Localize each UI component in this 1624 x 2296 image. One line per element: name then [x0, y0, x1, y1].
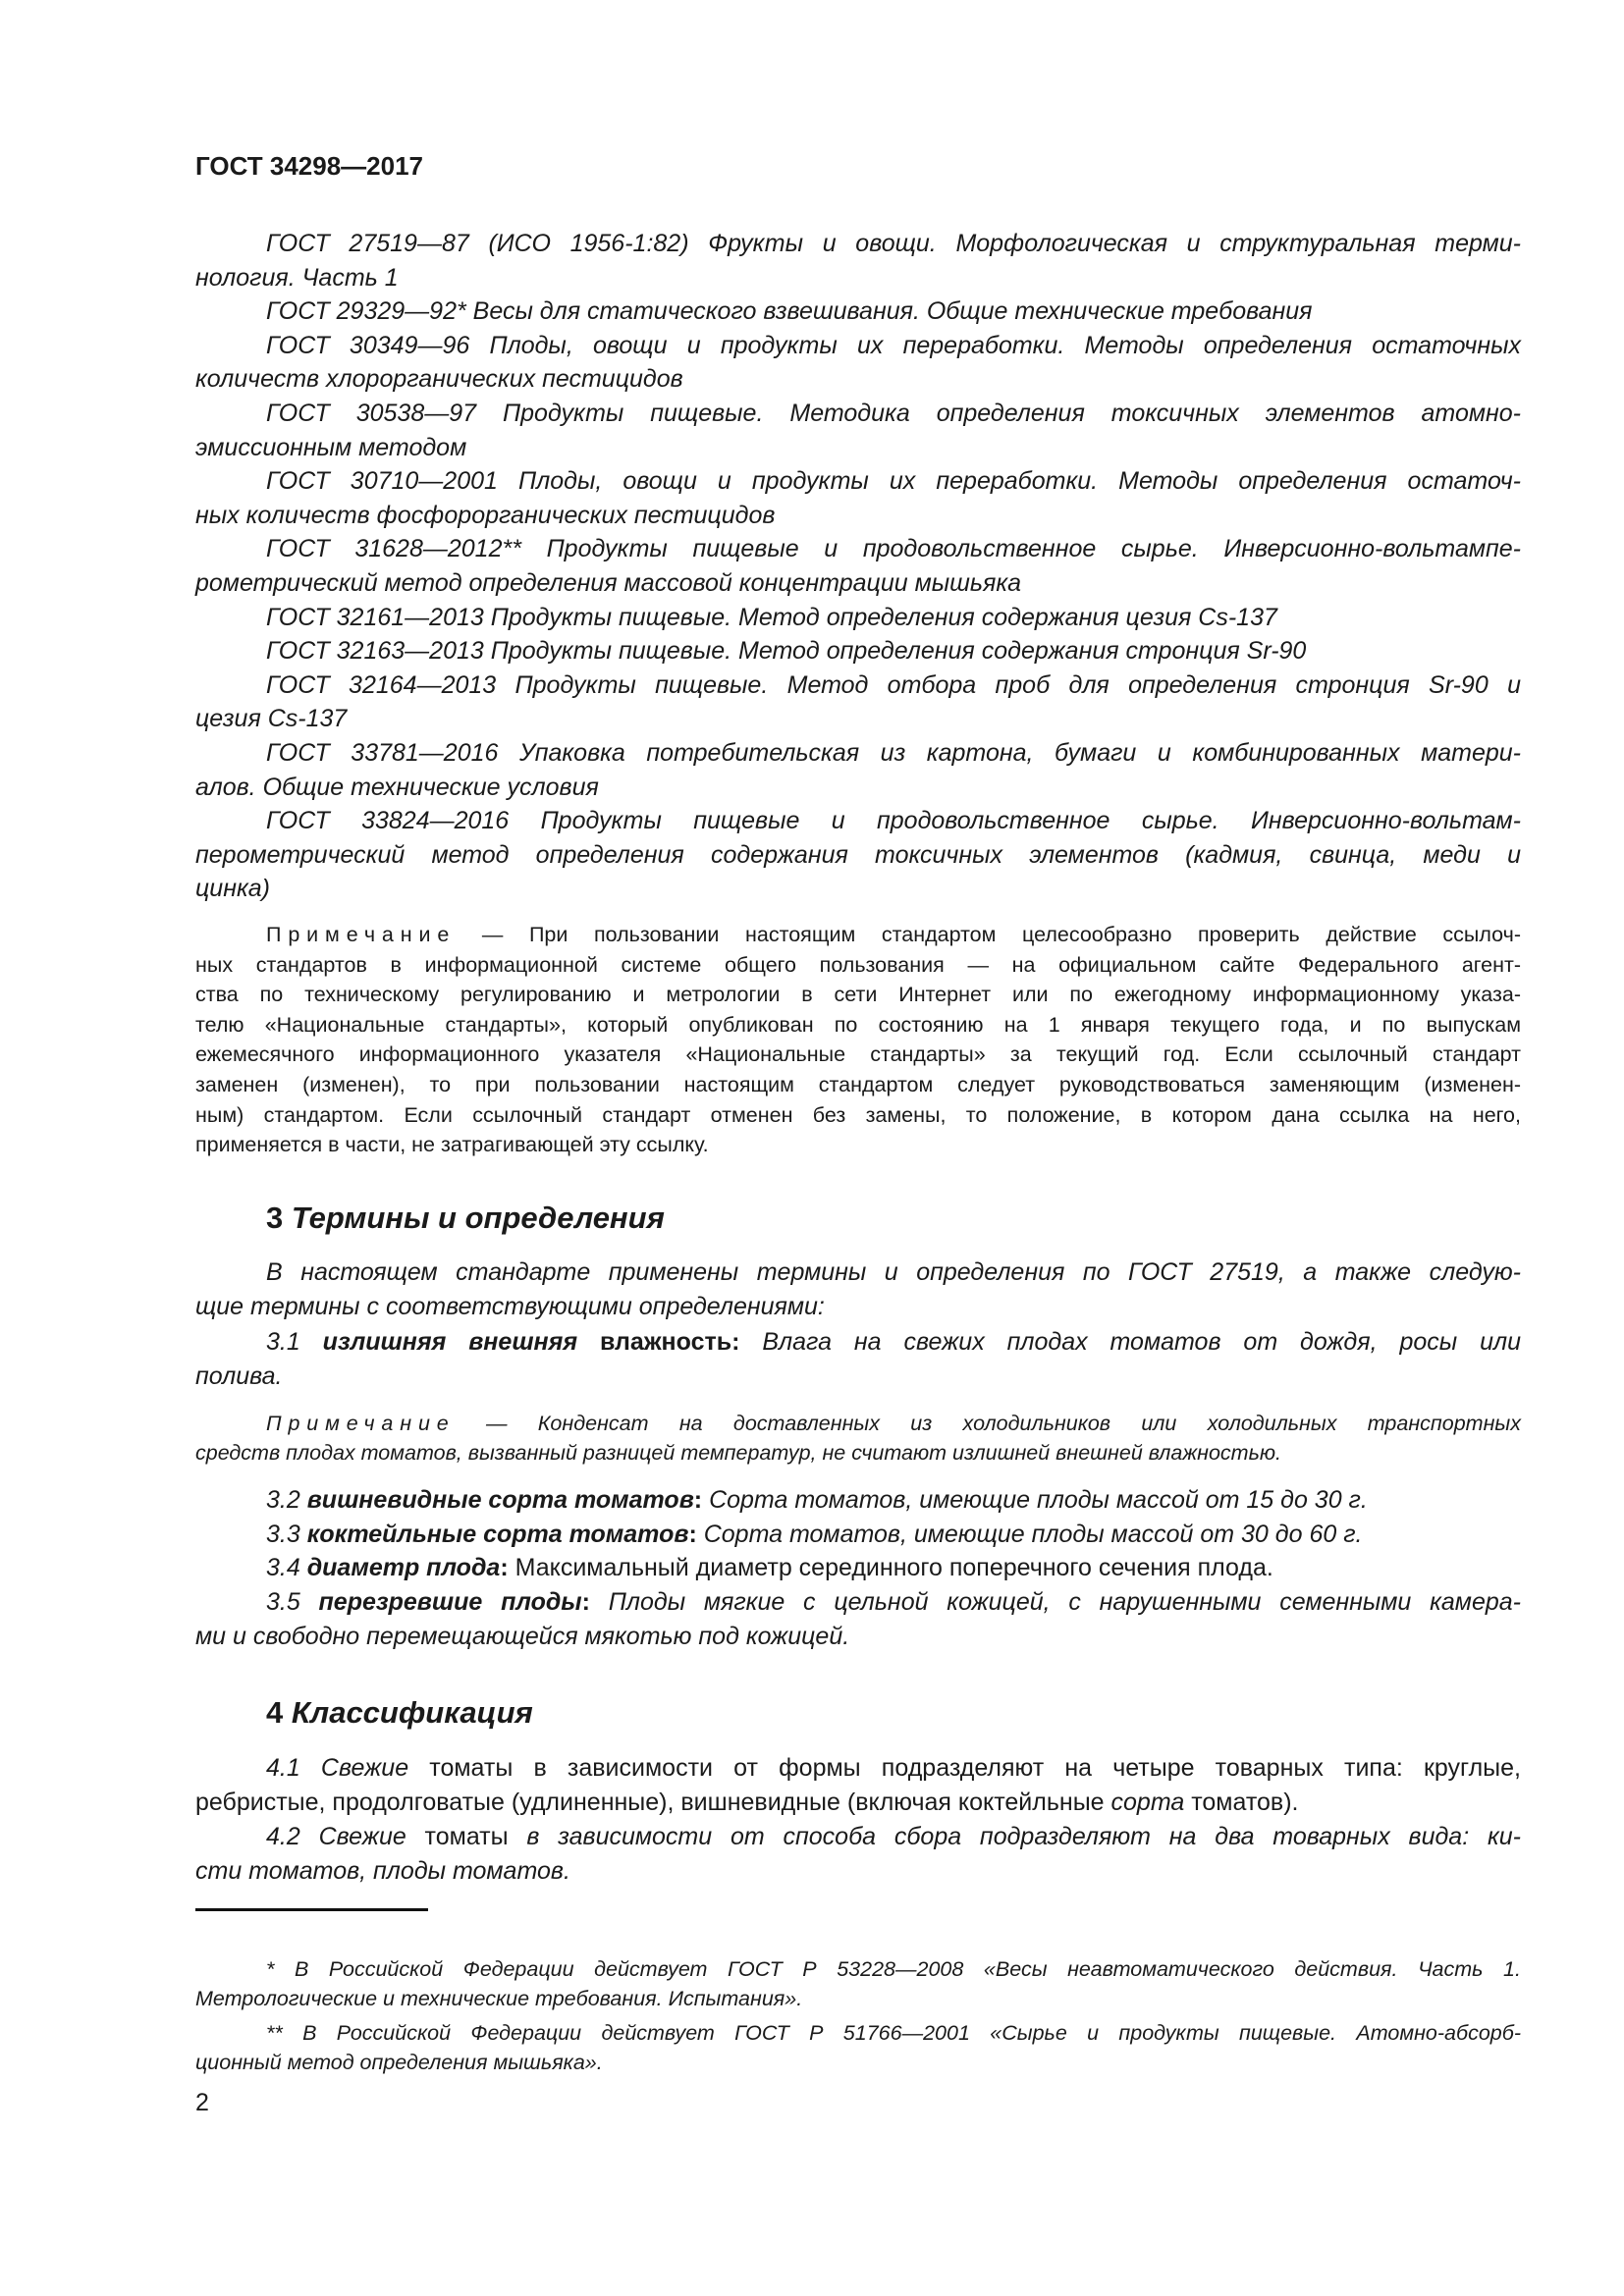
text-line [266, 1693, 1521, 1733]
text-run: : [500, 1554, 509, 1581]
text-run: — При пользовании настоящим стандартом целесообразно проверить действие ссылоч- [456, 923, 1521, 946]
page-number: 2 [195, 2089, 209, 2116]
text-run: нология. Часть 1 [195, 263, 399, 292]
text-line [195, 1620, 1521, 1653]
text-line [266, 397, 1521, 430]
text-line [266, 294, 1521, 328]
text-run: 4.1 Свежие [266, 1754, 409, 1782]
text-run: средств плодах томатов, вызванный разницей температур, не считают излишней внешней влажностью. [195, 1441, 1282, 1465]
text-line [195, 1040, 1521, 1069]
text-line [195, 2048, 1521, 2077]
text-line [266, 1483, 1521, 1517]
text-run: Термины и определения [291, 1201, 665, 1235]
text-line [195, 1786, 1521, 1819]
text-line [195, 1984, 1521, 2013]
text-line [266, 920, 1521, 949]
text-run: : [688, 1521, 697, 1548]
text-line [266, 1954, 1521, 1984]
text-run: цезия Cs-137 [195, 705, 348, 733]
text-run: томаты в зависимости от формы подразделяют на четыре товарных типа: круглые, [408, 1754, 1521, 1782]
text-line [195, 1130, 1521, 1159]
text-run: Классификация [291, 1695, 533, 1730]
text-line [195, 1290, 1521, 1323]
text-run: ГОСТ 32164—2013 Продукты пищевые. Метод отбора проб для определения стронция Sr-90 и [266, 670, 1521, 699]
text-run: ГОСТ 31628—2012** Продукты пищевые и продовольственное сырье. Инверсионно-вольтампе- [266, 535, 1521, 563]
text-run: томатов). [1184, 1789, 1299, 1816]
text-run: ных количеств фосфорорганических пестицидов [195, 501, 776, 529]
text-run: ежемесячного информационного указателя «Национальные стандарты» за текущий год. Если ссылочный стандарт [195, 1042, 1521, 1067]
text-run: — Конденсат на доставленных из холодильников или холодильных транспортных [455, 1412, 1521, 1435]
text-line [266, 601, 1521, 634]
text-line [266, 1551, 1521, 1584]
text-run: : [693, 1486, 703, 1514]
text-run: перезревшие плоды [318, 1588, 582, 1616]
text-line [195, 980, 1521, 1009]
text-line [195, 499, 1521, 532]
text-line [266, 1820, 1521, 1853]
text-run: цинка) [195, 875, 270, 903]
text-line [266, 1751, 1521, 1785]
text-run: ГОСТ 30349—96 Плоды, овощи и продукты их переработки. Методы определения остаточных [266, 331, 1521, 359]
text-line [195, 1070, 1521, 1099]
text-run: 3.1 [266, 1328, 323, 1356]
text-line [266, 1585, 1521, 1619]
text-run: ** В Российской Федерации действует ГОСТ Р 51766—2001 «Сырье и продукты пищевые. Атомно-абсорб- [266, 2021, 1521, 2045]
text-line [266, 1518, 1521, 1551]
text-line [266, 1255, 1521, 1289]
text-line [266, 668, 1521, 702]
text-run: 3.3 [266, 1521, 307, 1548]
text-line [195, 950, 1521, 980]
text-run: ГОСТ 30538—97 Продукты пищевые. Методика определения токсичных элементов атомно- [266, 400, 1521, 427]
text-run: ми и свободно перемещающейся мякотью под кожицей. [195, 1623, 850, 1650]
text-run: ребристые, продолговатые (удлиненные), вишневидные (включая коктейльные [195, 1789, 1111, 1816]
text-run: диаметр плода [306, 1554, 501, 1581]
text-run: Метрологические и технические требования. Испытания». [195, 1987, 803, 2010]
text-run: сорта [1110, 1789, 1185, 1816]
text-line [266, 1325, 1521, 1359]
text-line [266, 329, 1521, 362]
text-run: коктейльные сорта томатов [306, 1521, 689, 1548]
text-run: ным) стандартом. Если ссылочный стандарт отменен без замены, то положение, в котором дана ссылка на него, [195, 1102, 1521, 1127]
text-run: 4 [266, 1695, 292, 1730]
text-line [195, 362, 1521, 396]
text-run: ГОСТ 27519—87 (ИСО 1956-1:82) Фрукты и овощи. Морфологическая и структуральная терми- [266, 230, 1521, 257]
text-line [195, 261, 1521, 294]
text-run: 4.2 Свежие [266, 1823, 406, 1850]
text-line [266, 2018, 1521, 2048]
text-line [195, 1100, 1521, 1130]
text-line [195, 1360, 1521, 1393]
text-run: алов. Общие технические условия [195, 773, 599, 801]
text-line [266, 634, 1521, 667]
text-run: телю «Национальные стандарты», который опубликован по состоянию на 1 января текущего года, и по выпускам [195, 1012, 1521, 1037]
text-line [195, 566, 1521, 600]
text-run: влажность: [600, 1328, 740, 1356]
text-run: вишневидные сорта томатов [306, 1486, 694, 1514]
text-run: ционный метод определения мышьяка». [195, 2051, 603, 2074]
text-run: * В Российской Федерации действует ГОСТ Р 53228—2008 «Весы неавтоматического действия. Часть 1. [266, 1957, 1521, 1981]
text-run: применяется в части, не затрагивающей эту ссылку. [195, 1133, 709, 1157]
text-line [195, 771, 1521, 804]
text-run: Влага на свежих плодах томатов от дождя, росы или [739, 1328, 1521, 1356]
text-run: ГОСТ 32161—2013 Продукты пищевые. Метод определения содержания цезия Cs-137 [266, 603, 1277, 631]
text-run: эмиссионным методом [195, 433, 467, 461]
text-line [266, 804, 1521, 837]
text-run: Максимальный диаметр серединного поперечного сечения плода. [508, 1554, 1273, 1581]
text-run: в зависимости от способа сбора подразделяют на два товарных вида: ки- [526, 1823, 1521, 1850]
text-run: излишняя внешняя [322, 1328, 600, 1356]
text-line [195, 1010, 1521, 1040]
text-run: полива. [195, 1362, 283, 1390]
text-run: перометрический метод определения содержания токсичных элементов (кадмия, свинца, меди и [195, 840, 1521, 869]
text-run: 3.2 [266, 1486, 307, 1514]
text-run: сти томатов, плоды томатов. [195, 1857, 570, 1885]
text-run: ГОСТ 33824—2016 Продукты пищевые и продовольственное сырье. Инверсионно-вольтам- [266, 807, 1521, 835]
text-line [266, 227, 1521, 260]
text-line [266, 1199, 1521, 1238]
text-run: Сорта томатов, имеющие плоды массой от 30 до 60 г. [696, 1521, 1363, 1548]
text-line [195, 1438, 1521, 1468]
text-line [266, 736, 1521, 770]
text-run: ГОСТ 32163—2013 Продукты пищевые. Метод определения содержания стронция Sr-90 [266, 637, 1307, 666]
text-run: Примечание [266, 923, 457, 946]
text-run: заменен (изменен), то при пользовании настоящим стандартом следует руководствоваться заменяющим (изменен- [195, 1073, 1521, 1096]
text-run: Плоды мягкие с цельной кожицей, с нарушенными семенными камера- [589, 1588, 1521, 1616]
text-line [195, 702, 1521, 735]
text-run: 3.4 [266, 1554, 307, 1581]
text-line [195, 872, 1521, 905]
text-line [195, 838, 1521, 872]
text-run: рометрический метод определения массовой концентрации мышьяка [195, 569, 1022, 597]
text-run: 3.5 [266, 1588, 319, 1616]
text-run: Примечание [266, 1412, 456, 1435]
text-run: 3 [266, 1201, 292, 1235]
text-line [195, 1854, 1521, 1888]
text-run: Сорта томатов, имеющие плоды массой от 15 до 30 г. [702, 1486, 1368, 1514]
text-run: ных стандартов в информационной системе общего пользования — на официальном сайте Федерального агент- [195, 952, 1521, 977]
text-line [266, 1409, 1521, 1438]
text-run: ГОСТ 30710—2001 Плоды, овощи и продукты их переработки. Методы определения остаточ- [266, 467, 1521, 496]
text-run: ГОСТ 33781—2016 Упаковка потребительская из картона, бумаги и комбинированных матери- [266, 739, 1521, 767]
text-run: количеств хлорорганических пестицидов [195, 365, 683, 394]
document-header: ГОСТ 34298—2017 [195, 151, 423, 181]
text-run: томаты [406, 1823, 527, 1850]
text-line [266, 464, 1521, 498]
text-run: : [581, 1588, 590, 1616]
text-line [195, 431, 1521, 464]
text-run: ГОСТ 29329—92* Весы для статического взвешивания. Общие технические требования [266, 297, 1313, 326]
text-line [266, 532, 1521, 565]
text-run: В настоящем стандарте применены термины и определения по ГОСТ 27519, а также следую- [266, 1258, 1521, 1286]
footnote-divider [195, 1908, 428, 1911]
text-run: ства по техническому регулированию и метрологии в сети Интернет или по ежегодному информационному указа- [195, 983, 1521, 1007]
text-run: щие термины с соответствующими определениями: [195, 1293, 825, 1320]
